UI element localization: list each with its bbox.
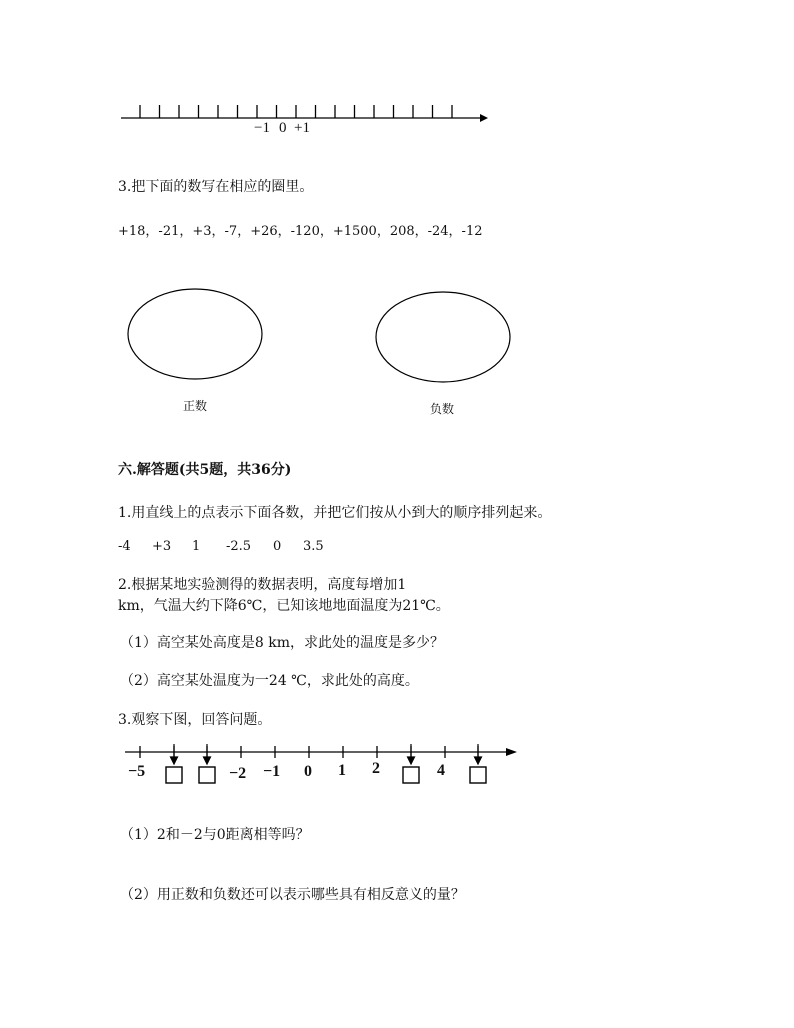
q3-circles-numbers: +18，-21，+3，-7，+26，-120，+1500，208，-24，-12 <box>118 224 483 239</box>
q1-text: 1.用直线上的点表示下面各数，并把它们按从小到大的顺序排列起来。 <box>118 505 552 521</box>
down-arrow-icon <box>475 757 482 764</box>
q2-line2: km，气温大约下降6℃，已知该地地面温度为21℃。 <box>118 598 450 614</box>
q1-number: 0 <box>273 539 282 554</box>
bottom-label-neg2: −2 <box>229 765 247 782</box>
number-line-top-label-pos1: +1 <box>294 120 310 136</box>
q3-circles-title: 3.把下面的数写在相应的圈里。 <box>118 179 314 195</box>
down-arrow-icon <box>171 757 178 764</box>
q1-number: +3 <box>152 539 172 554</box>
section6-heading: 六.解答题(共5题，共36分) <box>118 462 292 478</box>
answer-box[interactable] <box>199 767 215 783</box>
bottom-label-2: 2 <box>372 760 380 777</box>
q3-sub2: （2）用正数和负数还可以表示哪些具有相反意义的量？ <box>120 887 465 903</box>
q3-text: 3.观察下图，回答问题。 <box>118 712 272 728</box>
answer-box[interactable] <box>403 767 419 783</box>
bottom-label-1: 1 <box>338 762 346 779</box>
q1-number: -4 <box>118 539 131 554</box>
number-line-top-label-0: 0 <box>279 120 287 136</box>
number-line-top-label-neg1: −1 <box>254 120 270 136</box>
bottom-label-neg1: −1 <box>263 763 281 780</box>
q1-number: -2.5 <box>226 539 252 554</box>
q3-sub1: （1）2和－2与0距离相等吗？ <box>120 827 310 843</box>
answer-box[interactable] <box>470 767 486 783</box>
down-arrow-icon <box>408 757 415 764</box>
down-arrow-icon <box>204 757 211 764</box>
q2-line1: 2.根据某地实验测得的数据表明，高度每增加1 <box>118 577 407 593</box>
negative-circle-label: 负数 <box>430 402 455 416</box>
bottom-label-neg5: −5 <box>128 763 146 780</box>
bottom-label-0: 0 <box>304 763 312 780</box>
q2-sub2: （2）高空某处温度为一24 ℃，求此处的高度。 <box>120 673 419 689</box>
bottom-label-4: 4 <box>437 762 445 779</box>
q2-sub1: （1）高空某处高度是8 km，求此处的温度是多少？ <box>120 635 445 651</box>
answer-box[interactable] <box>166 767 182 783</box>
positive-circle-label: 正数 <box>183 399 208 413</box>
q1-number: 3.5 <box>303 539 324 554</box>
q1-number: 1 <box>192 539 201 554</box>
